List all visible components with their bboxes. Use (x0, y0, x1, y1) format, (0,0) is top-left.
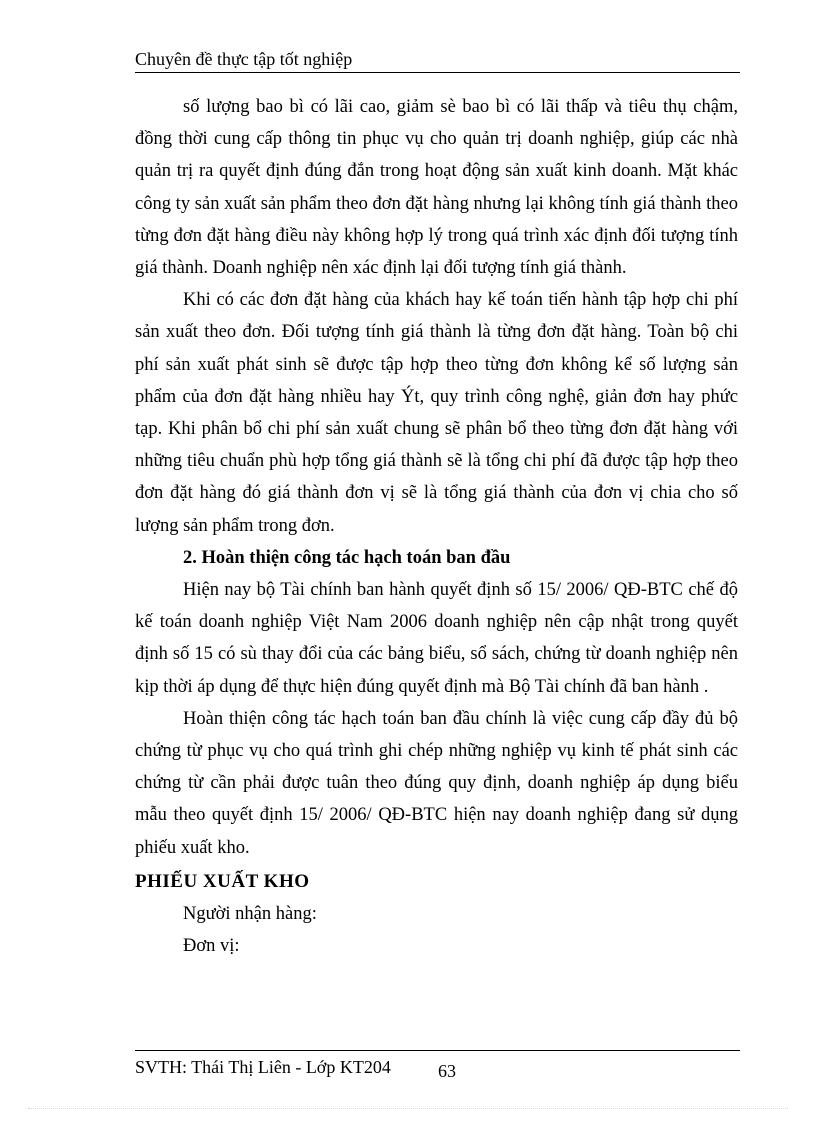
page-number: 63 (438, 1061, 456, 1081)
section-heading: 2. Hoàn thiện công tác hạch toán ban đầu (183, 547, 511, 568)
document-title: Chuyên đề thực tập tốt nghiệp (135, 49, 353, 69)
paragraph-3: Hiện nay bộ Tài chính ban hành quyết định số 15/ 2006/ QĐ-BTC chế độ kế toán doanh nghiệp Việt Nam 2006 doanh nghiệp nên cập nhật trong quyết định số 15 có sù thay đổi của các bảng biểu, sổ sách, chứng từ doanh nghiệp nên kịp thời áp dụng để thực hiện đúng quyết định mà Bộ Tài chính đã ban hành . (135, 580, 738, 697)
page-footer (135, 1050, 740, 1081)
unit-label: Đơn vị: (183, 936, 240, 957)
body-content (135, 91, 738, 962)
paragraph-4: Hoàn thiện công tác hạch toán ban đầu chính là việc cung cấp đầy đủ bộ chứng từ phục vụ cho quá trình ghi chép những nghiệp vụ kinh tế phát sinh các chứng từ cần phải được tuân theo đúng quy định, doanh nghiệp áp dụng biểu mẫu theo quyết định 15/ 2006/ QĐ-BTC hiện nay doanh nghiệp đang sử dụng phiếu xuất kho. (135, 708, 738, 858)
page-header (135, 48, 740, 73)
page-edge-divider (28, 1108, 788, 1109)
student-info: SVTH: Thái Thị Liên - Lớp KT204 (135, 1057, 391, 1077)
paragraph-2: Khi có các đơn đặt hàng của khách hay kế toán tiến hành tập hợp chi phí sản xuất theo đơn. Đối tượng tính giá thành là từng đơn đặt hàng. Toàn bộ chi phí sản xuất phát sinh sẽ được tập hợp theo từng đơn không kể số lượng sản phẩm của đơn đặt hàng nhiều hay Ýt, quy trình công nghệ, giản đơn hay phức tạp. Khi phân bổ chi phí sản xuất chung sẽ phân bổ theo từng đơn đặt hàng với những tiêu chuẩn phù hợp tổng giá thành sẽ là tổng chi phí đã được tập hợp theo đơn đặt hàng đó giá thành đơn vị sẽ là tổng giá thành của đơn vị chia cho số lượng sản phẩm trong đơn. (135, 290, 738, 536)
form-title: PHIẾU XUẤT KHO (135, 870, 310, 892)
paragraph-1: số lượng bao bì có lãi cao, giảm sè bao bì có lãi thấp và tiêu thụ chậm, đồng thời cung cấp thông tin phục vụ cho quản trị doanh nghiệp, giúp các nhà quản trị ra quyết định đúng đắn trong hoạt động sản xuất kinh doanh. Mặt khác công ty sản xuất sản phẩm theo đơn đặt hàng nhưng lại không tính giá thành theo từng đơn đặt hàng điều này không hợp lý trong quá trình xác định đối tượng tính giá thành. Doanh nghiệp nên xác định lại đối tượng tính giá thành. (135, 97, 738, 279)
recipient-label: Người nhận hàng: (183, 904, 317, 925)
